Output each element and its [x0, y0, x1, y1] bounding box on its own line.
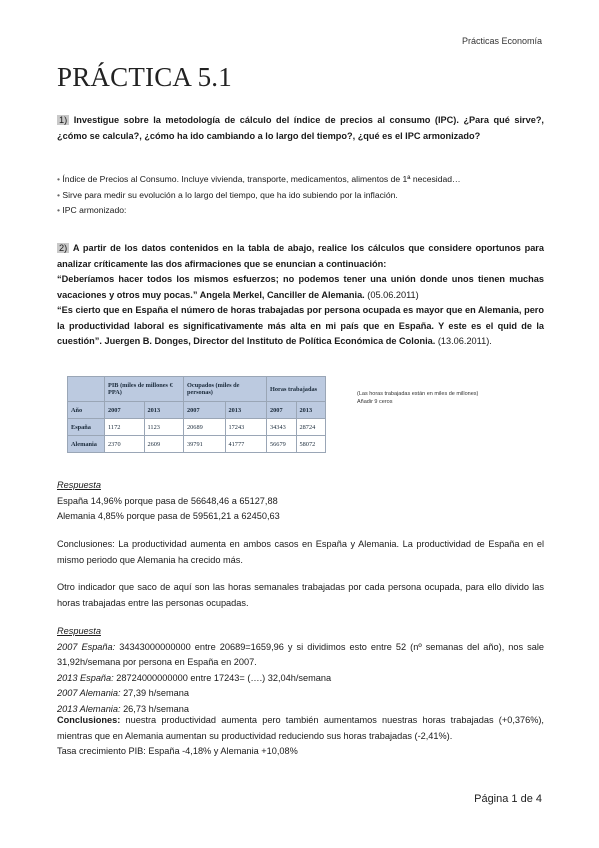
answer-line-text: 27,39 h/semana — [120, 688, 189, 698]
question-2 — [57, 241, 544, 350]
quote-date: (13.06.2011). — [437, 336, 492, 346]
question-number: 1) — [59, 115, 68, 125]
note-line: Añadir 9 ceros — [357, 399, 393, 405]
answer-line: Alemania 4,85% porque pasa de 59561,21 a 62450,63 — [57, 511, 280, 521]
bullet-item: • Sirve para medir su evolución a lo largo del tiempo, que ha ido subiendo por la inflación. — [57, 188, 544, 204]
table-cell: 2609 — [144, 436, 184, 453]
table-cell: 28724 — [296, 419, 326, 436]
answer-line-label: 2013 España: — [57, 672, 114, 683]
table-cell: 58072 — [296, 436, 326, 453]
answer-bullets — [57, 172, 544, 219]
table-cell: 34343 — [267, 419, 297, 436]
answer-2 — [57, 624, 544, 717]
conclusion-text: nuestra productividad aumenta pero también aumentamos nuestras horas trabajadas (+0,376%), mientras que en Alemania aumentan su productividad reduciendo sus horas trabajadas (-2,41%). — [57, 715, 544, 741]
header-pib: PIB (miles de millones € PPA) — [105, 377, 184, 402]
question-number: 2) — [59, 243, 68, 253]
conclusion-label: Conclusiones: — [57, 715, 121, 725]
answer-line — [57, 671, 544, 687]
header-horas: Horas trabajadas — [267, 377, 326, 402]
answer-label: Respuesta — [57, 480, 101, 490]
answer-line-text: 26,73 h/semana — [120, 703, 189, 714]
year-cell: 2007 — [105, 402, 145, 419]
conclusion-1: Conclusiones: La productividad aumenta en ambos casos en España y Alemania. La productividad de España en el mismo periodo que Alemania ha crecido más. — [57, 539, 544, 565]
year-label: Año — [68, 402, 105, 419]
quote-date: (05.06.2011) — [367, 289, 419, 300]
conclusion-2 — [57, 713, 544, 760]
year-cell: 2007 — [184, 402, 226, 419]
table-cell: 1172 — [105, 419, 145, 436]
other-indicator: Otro indicador que saco de aquí son las horas semanales trabajadas por cada persona ocupada, para ello divido las horas trabajadas entre las personas ocupadas. — [57, 582, 544, 608]
bullet-item: • IPC armonizado: — [57, 203, 544, 219]
table-cell: 17243 — [225, 419, 267, 436]
year-cell: 2013 — [296, 402, 326, 419]
answer-line-label: 2007 Alemania: — [57, 688, 121, 698]
header-ocupados: Ocupados (miles de personas) — [184, 377, 267, 402]
page-title: PRÁCTICA 5.1 — [57, 62, 232, 92]
growth-rate: Tasa crecimiento PIB: España -4,18% y Alemania +10,08% — [57, 746, 298, 756]
country-label: Alemania — [68, 436, 105, 453]
answer-line: España 14,96% porque pasa de 56648,46 a 65127,88 — [57, 495, 278, 506]
year-cell: 2013 — [144, 402, 184, 419]
question-intro: A partir de los datos contenidos en la tabla de abajo, realice los cálculos que considere oportunos para analizar críticamente las dos afirmaciones que se enuncian a continuación: — [57, 243, 544, 269]
question-text: ). — [453, 115, 464, 125]
table-cell: 56679 — [267, 436, 297, 453]
answer-line-text: 34343000000000 entre 20689=1659,96 y si dividimos esto entre 52 (nº semanas del año), nos sale 31,92h/semana por persona en España en 2007. — [57, 641, 544, 667]
table-cell: 41777 — [225, 436, 267, 453]
running-header: Prácticas Economía — [461, 36, 542, 46]
answer-line — [57, 640, 544, 671]
table-cell: 2370 — [105, 436, 145, 453]
quote-merkel: “Deberíamos hacer todos los mismos esfuerzos; no podemos tener una unión donde unos tienen muchas vacaciones y otros muy pocas.” Angela Merkel, Canciller de Alemania. — [57, 274, 544, 300]
question-1 — [57, 113, 544, 144]
table-cell: 39791 — [184, 436, 226, 453]
ipc-term: IPC — [437, 115, 454, 125]
question-subquestions: ¿Para qué sirve?, ¿cómo se calcula?, ¿cómo ha ido cambiando a lo largo del tiempo?, ¿qué es el IPC armonizado? — [57, 115, 544, 141]
note-line: (Las horas trabajadas están en miles de millones) — [357, 391, 479, 397]
table-corner — [68, 377, 105, 402]
year-cell: 2007 — [267, 402, 297, 419]
table-row — [68, 419, 326, 436]
page-number: Página 1 de 4 — [474, 793, 542, 805]
answer-line-label: 2013 Alemania: — [57, 703, 121, 714]
answer-line — [57, 686, 544, 702]
table-cell: 1123 — [144, 419, 184, 436]
quote-donges: “Es cierto que en España el número de horas trabajadas por persona ocupada es mayor que en Alemania, pero la productividad laboral es significativamente más alta en mi país que en España. Y este es el quid de la cuestión”. Juergen B. Donges, Director del Instituto de Política Económica de Colonia. — [57, 305, 544, 346]
answer-line-label: 2007 España: — [57, 641, 116, 652]
answer-line-text: 28724000000000 entre 17243= (….) 32,04h/semana — [113, 672, 332, 683]
answer-1 — [57, 478, 544, 525]
table-row — [68, 436, 326, 453]
data-table — [67, 376, 326, 453]
year-cell: 2013 — [225, 402, 267, 419]
bullet-item: • Índice de Precios al Consumo. Incluye vivienda, transporte, medicamentos, alimentos de 1ª necesidad… — [57, 172, 544, 188]
table-cell: 20689 — [184, 419, 226, 436]
answer-label: Respuesta — [57, 626, 101, 636]
question-text: Investigue sobre la metodología de cálculo del índice de precios al consumo ( — [73, 115, 438, 125]
table-note — [357, 390, 478, 406]
country-label: España — [68, 419, 105, 436]
